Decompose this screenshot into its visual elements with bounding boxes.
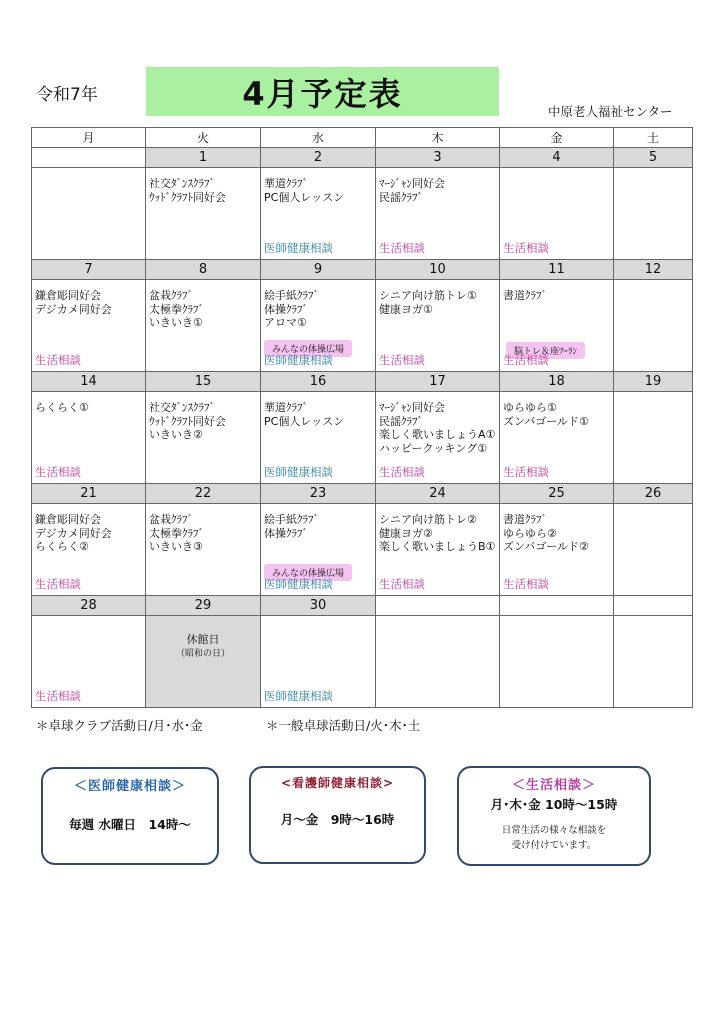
activity-list xyxy=(32,504,145,554)
activity-item: 華道ｸﾗﾌﾞ xyxy=(264,177,308,190)
doctor-consult-heading: ＜医師健康相談＞ xyxy=(73,779,186,794)
life-consult-box xyxy=(457,766,651,866)
life-consult-label: 生活相談 xyxy=(379,577,425,591)
life-consult-label: 生活相談 xyxy=(35,577,81,591)
activity-list xyxy=(146,168,260,204)
activity-list xyxy=(376,392,499,455)
activity-item: 太極拳ｸﾗﾌﾞ xyxy=(149,302,204,316)
note-table-tennis-club: ＊卓球クラブ活動日/月･水･金 xyxy=(36,718,203,733)
activity-list xyxy=(261,504,375,540)
date-cell: 8 xyxy=(146,260,261,280)
date-cell: 23 xyxy=(261,484,376,504)
date-cell: 2 xyxy=(261,148,376,168)
life-consult-label: 生活相談 xyxy=(35,465,81,479)
activity-list xyxy=(32,168,145,177)
activity-item: ゆらゆら② xyxy=(503,526,557,540)
activity-list xyxy=(614,392,692,401)
schedule-cell xyxy=(500,280,614,372)
schedule-cell xyxy=(614,168,693,260)
life-consult-label: 生活相談 xyxy=(503,577,549,591)
life-consult-label: 生活相談 xyxy=(503,465,549,479)
schedule-cell xyxy=(614,392,693,484)
activity-item: いきいき② xyxy=(149,428,203,441)
activity-list xyxy=(500,168,613,177)
activity-item: 社交ﾀﾞﾝｽｸﾗﾌﾞ xyxy=(149,401,215,414)
activity-item: らくらく① xyxy=(35,401,89,414)
schedule-cell xyxy=(261,168,376,260)
activity-list xyxy=(376,168,499,204)
activity-item: 健康ヨガ② xyxy=(379,526,433,540)
date-cell xyxy=(32,148,146,168)
schedule-cell xyxy=(32,168,146,260)
date-cell: 30 xyxy=(261,596,376,616)
date-cell xyxy=(500,596,614,616)
activity-list xyxy=(32,280,145,316)
schedule-cell xyxy=(500,504,614,596)
activity-item: 鎌倉彫同好会 xyxy=(35,513,101,526)
schedule-cell xyxy=(261,616,376,708)
life-consult-label: 生活相談 xyxy=(503,241,549,255)
date-cell: 3 xyxy=(376,148,500,168)
schedule-cell xyxy=(500,168,614,260)
activity-list xyxy=(261,616,375,625)
doctor-consult-label: 医師健康相談 xyxy=(264,689,333,703)
weekday-fri: 金 xyxy=(500,128,614,148)
schedule-cell xyxy=(376,168,500,260)
activity-item: 体操ｸﾗﾌﾞ xyxy=(264,302,308,316)
date-cell: 10 xyxy=(376,260,500,280)
weekday-header-row xyxy=(32,128,693,148)
weekday-tue: 火 xyxy=(146,128,261,148)
activity-item: 絵手紙ｸﾗﾌﾞ xyxy=(264,289,319,302)
activity-item: 民謡ｸﾗﾌﾞ xyxy=(379,190,423,204)
activity-item: 体操ｸﾗﾌﾞ xyxy=(264,526,308,540)
date-cell: 26 xyxy=(614,484,693,504)
activity-item: ズンバゴールド② xyxy=(503,540,589,553)
life-consult-label: 生活相談 xyxy=(379,465,425,479)
schedule-cell xyxy=(146,392,261,484)
date-row xyxy=(32,372,693,392)
date-cell: 14 xyxy=(32,372,146,392)
date-cell xyxy=(614,596,693,616)
activity-item: シニア向け筋トレ① xyxy=(379,289,477,302)
date-row xyxy=(32,484,693,504)
weekday-wed: 水 xyxy=(261,128,376,148)
doctor-consult-label: 医師健康相談 xyxy=(264,241,333,255)
activity-item: 社交ﾀﾞﾝｽｸﾗﾌﾞ xyxy=(149,177,215,190)
activity-item: 書道ｸﾗﾌﾞ xyxy=(503,289,547,302)
date-cell: 24 xyxy=(376,484,500,504)
activity-item: 華道ｸﾗﾌﾞ xyxy=(264,401,308,414)
event-badge: みんなの体操広場 xyxy=(264,564,352,581)
schedule-cell xyxy=(261,504,376,596)
life-consult-label: 生活相談 xyxy=(379,241,425,255)
page-title xyxy=(146,67,499,116)
schedule-row xyxy=(32,280,693,372)
life-consult-label: 生活相談 xyxy=(503,353,549,367)
date-cell: 5 xyxy=(614,148,693,168)
activity-item: 健康ヨガ① xyxy=(379,302,433,316)
life-consult-label: 生活相談 xyxy=(35,353,81,367)
date-cell: 29 xyxy=(146,596,261,616)
activity-list xyxy=(614,504,692,513)
life-consult-label: 生活相談 xyxy=(35,689,81,703)
holiday-name: （昭和の日） xyxy=(175,649,230,659)
activity-item: 盆栽ｸﾗﾌﾞ xyxy=(149,289,193,302)
activity-item: ﾏｰｼﾞｬﾝ同好会 xyxy=(379,401,445,414)
activity-list xyxy=(614,280,692,289)
activity-item: 太極拳ｸﾗﾌﾞ xyxy=(149,526,204,540)
doctor-consult-label: 医師健康相談 xyxy=(264,465,333,479)
weekday-mon: 月 xyxy=(32,128,146,148)
date-cell: 18 xyxy=(500,372,614,392)
schedule-row xyxy=(32,168,693,260)
date-cell: 19 xyxy=(614,372,693,392)
activity-item: デジカメ同好会 xyxy=(35,526,112,540)
life-consult-desc-1: 日常生活の様々な相談を xyxy=(501,825,607,836)
date-cell: 28 xyxy=(32,596,146,616)
activity-item: らくらく② xyxy=(35,540,89,553)
activity-list xyxy=(500,504,613,554)
date-cell: 16 xyxy=(261,372,376,392)
date-row xyxy=(32,148,693,168)
activity-item: 盆栽ｸﾗﾌﾞ xyxy=(149,513,193,526)
doctor-consult-label: 医師健康相談 xyxy=(264,353,333,367)
date-cell: 4 xyxy=(500,148,614,168)
activity-list xyxy=(376,280,499,316)
schedule-cell xyxy=(261,280,376,372)
doctor-consult-time: 毎週 水曜日 14時～ xyxy=(69,817,191,832)
activity-item: PC個人レッスン xyxy=(264,414,345,428)
activity-list xyxy=(614,616,692,625)
life-consult-label: 生活相談 xyxy=(379,353,425,367)
date-cell: 15 xyxy=(146,372,261,392)
date-cell: 1 xyxy=(146,148,261,168)
schedule-row xyxy=(32,392,693,484)
activity-item: シニア向け筋トレ② xyxy=(379,513,477,526)
date-cell: 21 xyxy=(32,484,146,504)
schedule-row xyxy=(32,616,693,708)
activity-list xyxy=(500,280,613,303)
note-general-table-tennis: ＊一般卓球活動日/火･木･土 xyxy=(266,718,421,733)
schedule-cell xyxy=(32,392,146,484)
activity-list xyxy=(614,168,692,177)
life-consult-time: 月･木･金 10時～15時 xyxy=(490,797,618,812)
date-row xyxy=(32,596,693,616)
date-cell: 17 xyxy=(376,372,500,392)
date-cell: 11 xyxy=(500,260,614,280)
activity-item: いきいき① xyxy=(149,316,203,329)
date-cell: 7 xyxy=(32,260,146,280)
life-consult-heading: ＜生活相談＞ xyxy=(511,778,596,793)
schedule-cell xyxy=(500,616,614,708)
activity-list xyxy=(500,392,613,428)
era-year: 令和7年 xyxy=(36,85,98,105)
schedule-cell xyxy=(376,392,500,484)
weekday-sat: 土 xyxy=(614,128,693,148)
schedule-cell xyxy=(146,280,261,372)
schedule-cell xyxy=(376,280,500,372)
activity-item: 絵手紙ｸﾗﾌﾞ xyxy=(264,513,319,526)
weekday-thu: 木 xyxy=(376,128,500,148)
activity-list xyxy=(500,616,613,625)
activity-list xyxy=(376,504,499,554)
schedule-cell xyxy=(146,504,261,596)
schedule-cell xyxy=(614,280,693,372)
activity-list xyxy=(32,616,145,625)
doctor-consult-label: 医師健康相談 xyxy=(264,577,333,591)
schedule-cell xyxy=(32,504,146,596)
activity-list xyxy=(146,504,260,554)
activity-item: ｳｯﾄﾞｸﾗﾌﾄ同好会 xyxy=(149,190,226,204)
nurse-consult-box xyxy=(249,766,426,864)
nurse-consult-heading: <看護師健康相談> xyxy=(280,776,395,790)
schedule-cell xyxy=(376,504,500,596)
schedule-cell xyxy=(146,616,261,708)
schedule-cell xyxy=(614,616,693,708)
center-name: 中原老人福祉センター xyxy=(548,104,673,119)
calendar-table xyxy=(31,127,693,708)
activity-item: 楽しく歌いましょうA① xyxy=(379,428,496,441)
schedule-cell xyxy=(32,280,146,372)
date-cell: 22 xyxy=(146,484,261,504)
activity-list xyxy=(146,662,260,671)
schedule-cell xyxy=(146,168,261,260)
event-badge: みんなの体操広場 xyxy=(264,340,352,357)
activity-list xyxy=(376,616,499,625)
activity-item: 鎌倉彫同好会 xyxy=(35,289,101,302)
activity-list xyxy=(261,168,375,204)
schedule-cell xyxy=(614,504,693,596)
event-badge: 脳トレ＆座ﾂｰﾗﾝ xyxy=(506,342,585,359)
holiday-title: 休館日 xyxy=(186,633,220,646)
activity-item: ハッピークッキング① xyxy=(379,441,488,455)
activity-item: ズンバゴールド① xyxy=(503,414,589,428)
date-cell xyxy=(376,596,500,616)
activity-item: 楽しく歌いましょうB① xyxy=(379,540,496,553)
activity-list xyxy=(261,280,375,330)
activity-item: アロマ① xyxy=(264,316,307,329)
activity-list xyxy=(261,392,375,428)
nurse-consult-time: 月～金 9時～16時 xyxy=(280,812,395,827)
schedule-cell xyxy=(32,616,146,708)
activity-item: いきいき③ xyxy=(149,540,203,553)
activity-item: 民謡ｸﾗﾌﾞ xyxy=(379,414,423,428)
activity-item: デジカメ同好会 xyxy=(35,302,112,316)
doctor-consult-box xyxy=(41,767,219,865)
date-cell: 12 xyxy=(614,260,693,280)
date-row xyxy=(32,260,693,280)
activity-list xyxy=(146,280,260,330)
activity-item: ｳｯﾄﾞｸﾗﾌﾄ同好会 xyxy=(149,414,226,428)
page-title-text: 4月予定表 xyxy=(242,74,403,113)
schedule-cell xyxy=(500,392,614,484)
schedule-cell xyxy=(376,616,500,708)
activity-list xyxy=(32,392,145,415)
schedule-row xyxy=(32,504,693,596)
schedule-cell xyxy=(261,392,376,484)
activity-item: ゆらゆら① xyxy=(503,401,557,414)
life-consult-desc-2: 受け付けています。 xyxy=(511,840,597,851)
date-cell: 25 xyxy=(500,484,614,504)
date-cell: 9 xyxy=(261,260,376,280)
activity-list xyxy=(146,392,260,442)
activity-item: ﾏｰｼﾞｬﾝ同好会 xyxy=(379,177,445,190)
holiday-label xyxy=(146,616,260,662)
activity-item: PC個人レッスン xyxy=(264,190,345,204)
activity-item: 書道ｸﾗﾌﾞ xyxy=(503,513,547,526)
